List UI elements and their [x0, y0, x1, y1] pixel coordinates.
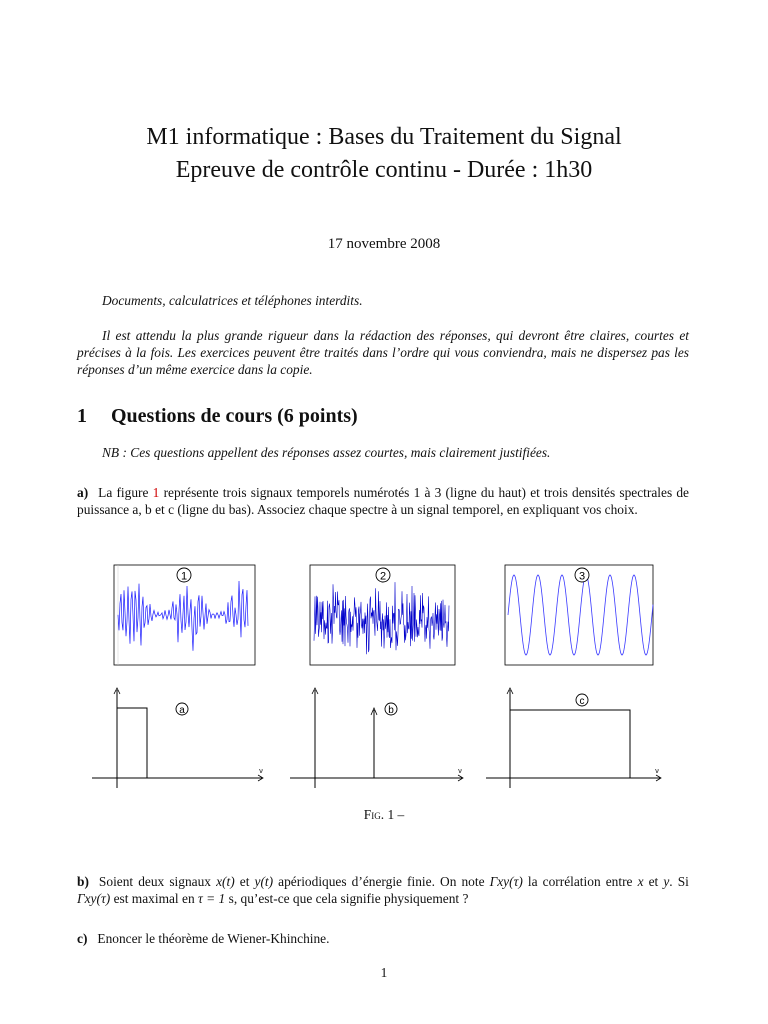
math-gamma-xy: Γxy(τ)	[489, 874, 523, 889]
figure-1	[0, 545, 768, 805]
question-b-text-5: et	[648, 874, 659, 889]
question-c-text: Enoncer le théorème de Wiener-Khinchine.	[97, 931, 330, 946]
spectrum-label-a: a	[179, 705, 185, 716]
axis-label-nu-c: ν	[655, 768, 659, 775]
question-a-label: a)	[77, 485, 89, 500]
math-x-t: x(t)	[216, 874, 235, 889]
page-number: 1	[380, 965, 388, 980]
question-b-label: b)	[77, 874, 89, 889]
math-tau: τ = 1	[198, 891, 226, 907]
math-x: x	[637, 874, 644, 889]
exam-title-line1: M1 informatique : Bases du Traitement du Signal	[146, 124, 622, 150]
figure-caption-prefix: Fig.	[363, 807, 385, 822]
question-b-text-7: est maximal en	[113, 891, 195, 907]
signal-plot-2	[310, 565, 455, 665]
signal-plot-1	[114, 565, 255, 665]
spectrum-plot-b	[290, 688, 463, 788]
spectrum-plot-c	[486, 688, 661, 788]
math-y-t: y(t)	[254, 874, 274, 889]
signal-label-3: 3	[578, 570, 586, 583]
figure-reference-link[interactable]: 1	[152, 485, 160, 500]
question-a-text-before: La figure	[98, 485, 149, 500]
instructions-rigueur: Il est attendu la plus grande rigueur dans la rédaction des réponses, qui devront être claires, courtes et précises à la fois. Les exercices peuvent être traités dans l’ordre qui vous conviendra, mais ne dispersez pas les réponses d’un même exercice dans la copie.	[77, 328, 689, 378]
spectrum-label-b: b	[388, 705, 394, 716]
spectrum-plot-a	[92, 688, 263, 788]
question-c	[77, 930, 689, 947]
section-nb: NB : Ces questions appellent des réponses assez courtes, mais clairement justifiées.	[102, 445, 551, 460]
question-a-text-after: représente trois signaux temporels numérotés 1 à 3 (ligne du haut) et trois densités spectrales de puissance a, b et c (ligne du bas). Associez chaque spectre à un signal temporel, en expliquant vos choix.	[77, 485, 689, 518]
section-title: Questions de cours (6 points)	[111, 405, 358, 427]
signal-label-2: 2	[379, 570, 387, 583]
figure-caption	[0, 807, 768, 823]
exam-date: 17 novembre 2008	[327, 236, 441, 252]
question-b	[77, 873, 689, 907]
signal-label-1: 1	[180, 570, 188, 583]
question-b-text-8: s, qu’est-ce que cela signifie physiquement ?	[228, 891, 469, 907]
exam-title-line2: Epreuve de contrôle continu - Durée : 1h30	[175, 157, 593, 183]
axis-label-nu-b: ν	[458, 768, 462, 775]
math-gamma-xy-2: Γxy(τ)	[77, 891, 111, 907]
section-1-heading	[77, 405, 358, 428]
math-y: y	[663, 874, 670, 889]
question-b-text-3: apériodiques d’énergie finie. On note	[278, 874, 485, 889]
section-number: 1	[77, 405, 87, 427]
question-b-text-1: Soient deux signaux	[98, 874, 211, 889]
instructions-documents: Documents, calculatrices et téléphones interdits.	[102, 293, 363, 308]
figure-caption-number: 1 –	[387, 807, 405, 822]
question-b-text-2: et	[239, 874, 250, 889]
question-c-label: c)	[77, 931, 88, 946]
axis-label-nu-a: ν	[259, 768, 263, 775]
question-a	[77, 484, 689, 518]
signal-plot-3	[505, 565, 653, 665]
spectrum-label-c: c	[579, 696, 585, 707]
question-b-text-6: . Si	[669, 874, 689, 889]
question-b-text-4: la corrélation entre	[527, 874, 633, 889]
